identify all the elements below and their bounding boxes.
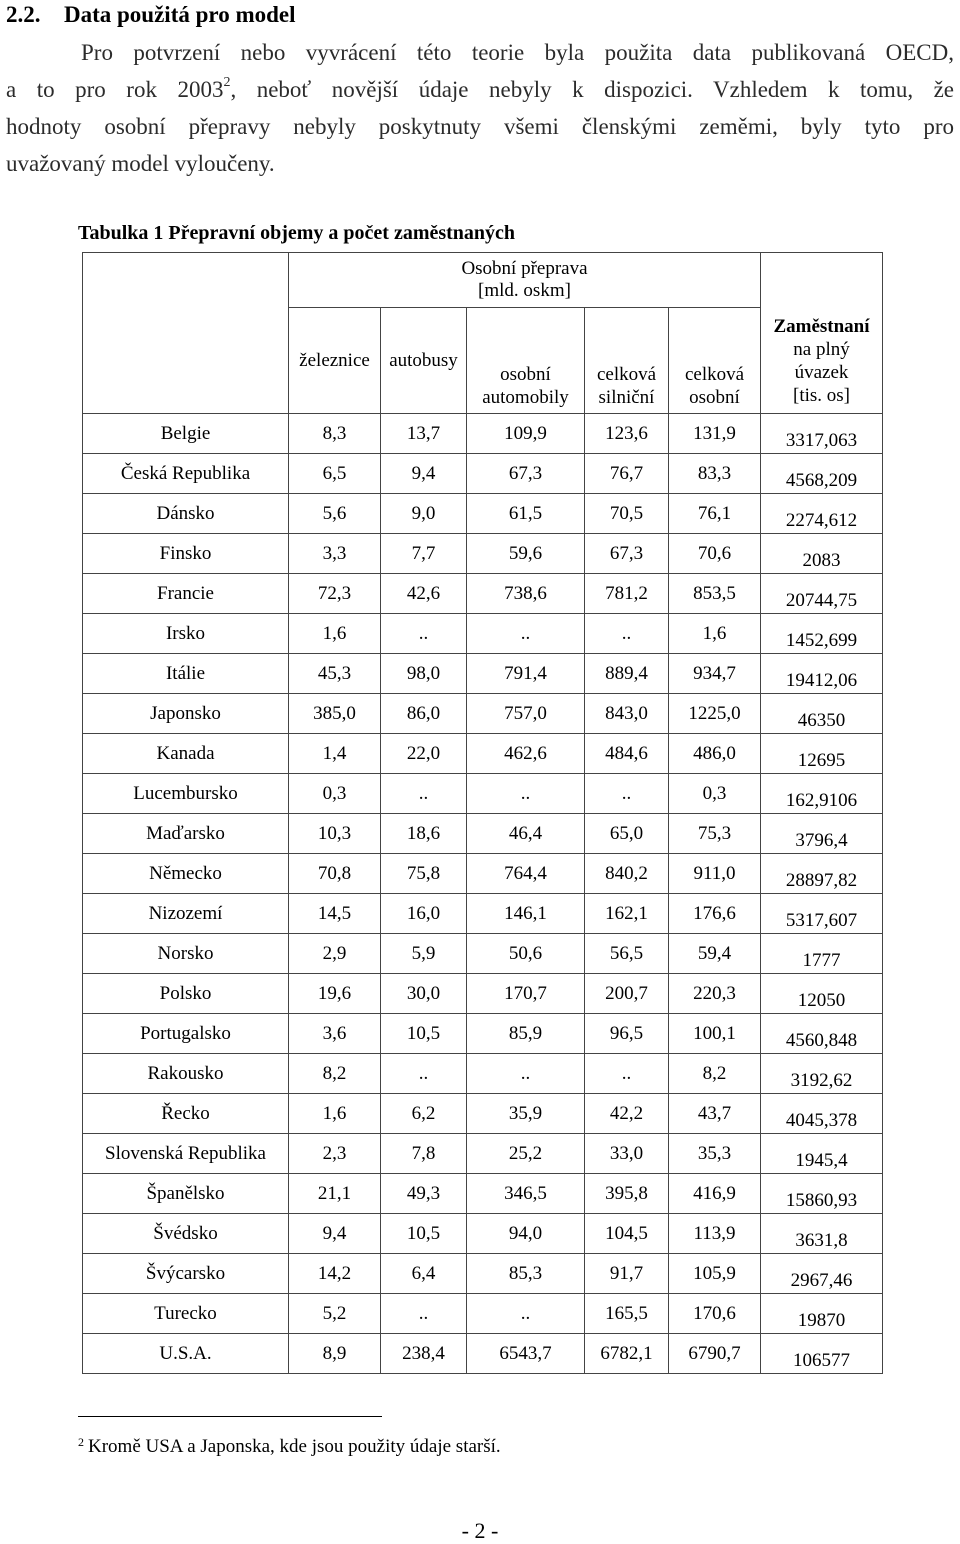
cell-employed: 20744,75 — [761, 574, 883, 614]
cell-bus: 98,0 — [381, 654, 467, 694]
cell-rail: 14,5 — [289, 894, 381, 934]
cell-cars: 170,7 — [467, 974, 585, 1014]
cell-total: 1,6 — [669, 614, 761, 654]
cell-road: 33,0 — [585, 1134, 669, 1174]
cell-country: Turecko — [83, 1294, 289, 1334]
paragraph-line — [6, 71, 954, 108]
employed-line: úvazek — [794, 362, 849, 383]
cell-country: Slovenská Republika — [83, 1134, 289, 1174]
cell-rail: 19,6 — [289, 974, 381, 1014]
col-label: osobní — [500, 364, 551, 385]
table-row — [83, 534, 883, 574]
cell-road: 42,2 — [585, 1094, 669, 1134]
col-label: celková — [596, 364, 657, 385]
col-header-rail — [289, 308, 381, 414]
footnote — [78, 1436, 501, 1458]
cell-bus: 13,7 — [381, 414, 467, 454]
col-label: silniční — [598, 387, 655, 408]
employed-unit: [tis. os] — [793, 385, 850, 406]
table-row — [83, 1214, 883, 1254]
footnote-text: Kromě USA a Japonska, kde jsou použity údaje starší. — [88, 1436, 501, 1457]
cell-cars: 59,6 — [467, 534, 585, 574]
cell-rail: 14,2 — [289, 1254, 381, 1294]
cell-bus: 22,0 — [381, 734, 467, 774]
cell-employed: 3631,8 — [761, 1214, 883, 1254]
cell-rail: 45,3 — [289, 654, 381, 694]
cell-country: Maďarsko — [83, 814, 289, 854]
cell-employed: 1452,699 — [761, 614, 883, 654]
cell-road: 165,5 — [585, 1294, 669, 1334]
cell-road: 6782,1 — [585, 1334, 669, 1374]
cell-road: 123,6 — [585, 414, 669, 454]
cell-bus: 9,4 — [381, 454, 467, 494]
cell-country: Irsko — [83, 614, 289, 654]
cell-cars: 346,5 — [467, 1174, 585, 1214]
cell-total: 486,0 — [669, 734, 761, 774]
cell-country: Portugalsko — [83, 1014, 289, 1054]
section-heading — [6, 2, 296, 28]
cell-bus: 86,0 — [381, 694, 467, 734]
cell-total: 43,7 — [669, 1094, 761, 1134]
cell-road: .. — [585, 1054, 669, 1094]
cell-country: Německo — [83, 854, 289, 894]
cell-bus: 238,4 — [381, 1334, 467, 1374]
cell-rail: 1,6 — [289, 614, 381, 654]
cell-country: Francie — [83, 574, 289, 614]
cell-bus: 42,6 — [381, 574, 467, 614]
cell-rail: 8,9 — [289, 1334, 381, 1374]
cell-cars: .. — [467, 614, 585, 654]
cell-rail: 72,3 — [289, 574, 381, 614]
passenger-transport-header — [289, 253, 761, 308]
table-row — [83, 814, 883, 854]
col-label: železnice — [299, 350, 370, 371]
cell-bus: .. — [381, 774, 467, 814]
cell-road: 104,5 — [585, 1214, 669, 1254]
cell-road: 65,0 — [585, 814, 669, 854]
page-number: - 2 - — [461, 1518, 499, 1543]
employed-line: na plný — [793, 339, 850, 360]
cell-country: Švédsko — [83, 1214, 289, 1254]
cell-road: 840,2 — [585, 854, 669, 894]
table-row — [83, 1054, 883, 1094]
table-row — [83, 934, 883, 974]
group-unit: [mld. oskm] — [478, 280, 571, 301]
cell-road: 395,8 — [585, 1174, 669, 1214]
table-row — [83, 854, 883, 894]
cell-rail: 21,1 — [289, 1174, 381, 1214]
table-row — [83, 1174, 883, 1214]
cell-total: 0,3 — [669, 774, 761, 814]
cell-rail: 1,4 — [289, 734, 381, 774]
cell-cars: .. — [467, 774, 585, 814]
group-title: Osobní přeprava — [461, 258, 588, 279]
cell-cars: 462,6 — [467, 734, 585, 774]
cell-employed: 106577 — [761, 1334, 883, 1374]
cell-cars: 6543,7 — [467, 1334, 585, 1374]
cell-total: 853,5 — [669, 574, 761, 614]
cell-rail: 70,8 — [289, 854, 381, 894]
cell-employed: 19412,06 — [761, 654, 883, 694]
cell-bus: 9,0 — [381, 494, 467, 534]
cell-cars: 50,6 — [467, 934, 585, 974]
cell-employed: 2274,612 — [761, 494, 883, 534]
cell-total: 100,1 — [669, 1014, 761, 1054]
cell-country: Španělsko — [83, 1174, 289, 1214]
cell-rail: 5,6 — [289, 494, 381, 534]
cell-total: 113,9 — [669, 1214, 761, 1254]
cell-bus: .. — [381, 614, 467, 654]
table-body — [83, 414, 883, 1374]
cell-total: 105,9 — [669, 1254, 761, 1294]
cell-bus: 18,6 — [381, 814, 467, 854]
cell-employed: 12695 — [761, 734, 883, 774]
cell-road: 70,5 — [585, 494, 669, 534]
table-row — [83, 1094, 883, 1134]
cell-country: Finsko — [83, 534, 289, 574]
cell-bus: 7,7 — [381, 534, 467, 574]
cell-rail: 2,3 — [289, 1134, 381, 1174]
cell-country: Polsko — [83, 974, 289, 1014]
cell-cars: 791,4 — [467, 654, 585, 694]
cell-cars: 67,3 — [467, 454, 585, 494]
col-header-road — [585, 308, 669, 414]
intro-paragraph — [6, 34, 954, 182]
cell-bus: 10,5 — [381, 1014, 467, 1054]
cell-employed: 4045,378 — [761, 1094, 883, 1134]
cell-rail: 10,3 — [289, 814, 381, 854]
col-label: osobní — [689, 387, 740, 408]
cell-road: 889,4 — [585, 654, 669, 694]
footnote-marker: 2 — [78, 1435, 84, 1449]
cell-country: U.S.A. — [83, 1334, 289, 1374]
cell-country: Rakousko — [83, 1054, 289, 1094]
cell-rail: 5,2 — [289, 1294, 381, 1334]
cell-total: 83,3 — [669, 454, 761, 494]
table-row — [83, 654, 883, 694]
table-row — [83, 1014, 883, 1054]
cell-employed: 162,9106 — [761, 774, 883, 814]
table-row — [83, 494, 883, 534]
table-row — [83, 694, 883, 734]
section-number: 2.2. — [6, 2, 41, 27]
cell-employed: 3192,62 — [761, 1054, 883, 1094]
paragraph-line: Pro potvrzení nebo vyvrácení této teorie byla použita data publikovaná OECD, — [81, 40, 954, 65]
cell-total: 220,3 — [669, 974, 761, 1014]
section-title: Data použitá pro model — [64, 2, 296, 27]
cell-total: 911,0 — [669, 854, 761, 894]
cell-country: Itálie — [83, 654, 289, 694]
cell-total: 176,6 — [669, 894, 761, 934]
cell-total: 59,4 — [669, 934, 761, 974]
col-header-bus — [381, 308, 467, 414]
cell-cars: 25,2 — [467, 1134, 585, 1174]
cell-bus: .. — [381, 1054, 467, 1094]
cell-total: 8,2 — [669, 1054, 761, 1094]
cell-rail: 2,9 — [289, 934, 381, 974]
table-row — [83, 614, 883, 654]
cell-bus: 16,0 — [381, 894, 467, 934]
table-row — [83, 774, 883, 814]
cell-employed: 4560,848 — [761, 1014, 883, 1054]
cell-road: 91,7 — [585, 1254, 669, 1294]
cell-total: 416,9 — [669, 1174, 761, 1214]
cell-rail: 1,6 — [289, 1094, 381, 1134]
col-header-cars — [467, 308, 585, 414]
cell-cars: 85,3 — [467, 1254, 585, 1294]
col-header-total — [669, 308, 761, 414]
cell-employed: 46350 — [761, 694, 883, 734]
employed-title: Zaměstnaní — [773, 316, 870, 337]
table-row — [83, 1334, 883, 1374]
cell-total: 35,3 — [669, 1134, 761, 1174]
paragraph-text: a to pro rok 2003 — [6, 77, 224, 102]
cell-country: Česká Republika — [83, 454, 289, 494]
cell-cars: .. — [467, 1294, 585, 1334]
cell-employed: 1777 — [761, 934, 883, 974]
cell-bus: .. — [381, 1294, 467, 1334]
cell-cars: 94,0 — [467, 1214, 585, 1254]
cell-country: Švýcarsko — [83, 1254, 289, 1294]
cell-employed: 28897,82 — [761, 854, 883, 894]
cell-cars: 146,1 — [467, 894, 585, 934]
cell-cars: 109,9 — [467, 414, 585, 454]
cell-rail: 9,4 — [289, 1214, 381, 1254]
table-caption: Tabulka 1 Přepravní objemy a počet zaměstnaných — [78, 222, 516, 244]
cell-employed: 12050 — [761, 974, 883, 1014]
cell-road: 484,6 — [585, 734, 669, 774]
table-row — [83, 1134, 883, 1174]
cell-road: 843,0 — [585, 694, 669, 734]
cell-total: 70,6 — [669, 534, 761, 574]
paragraph-line: hodnoty osobní přepravy nebyly poskytnuty všemi členskými zeměmi, byly tyto pro — [6, 114, 954, 139]
cell-employed: 15860,93 — [761, 1174, 883, 1214]
cell-country: Japonsko — [83, 694, 289, 734]
cell-total: 6790,7 — [669, 1334, 761, 1374]
cell-rail: 8,3 — [289, 414, 381, 454]
table-row — [83, 454, 883, 494]
country-header — [83, 253, 289, 414]
cell-total: 1225,0 — [669, 694, 761, 734]
cell-cars: 764,4 — [467, 854, 585, 894]
cell-road: 162,1 — [585, 894, 669, 934]
table-row — [83, 974, 883, 1014]
cell-cars: 757,0 — [467, 694, 585, 734]
employed-header — [761, 253, 883, 414]
cell-bus: 6,4 — [381, 1254, 467, 1294]
col-label: autobusy — [389, 350, 458, 371]
cell-cars: 738,6 — [467, 574, 585, 614]
cell-employed: 1945,4 — [761, 1134, 883, 1174]
table-row — [83, 734, 883, 774]
cell-employed: 2083 — [761, 534, 883, 574]
cell-total: 131,9 — [669, 414, 761, 454]
cell-bus: 30,0 — [381, 974, 467, 1014]
cell-country: Lucembursko — [83, 774, 289, 814]
cell-employed: 2967,46 — [761, 1254, 883, 1294]
table-row — [83, 574, 883, 614]
col-label: celková — [684, 364, 745, 385]
table-row — [83, 1254, 883, 1294]
cell-cars: 35,9 — [467, 1094, 585, 1134]
cell-cars: 85,9 — [467, 1014, 585, 1054]
cell-employed: 19870 — [761, 1294, 883, 1334]
cell-employed: 5317,607 — [761, 894, 883, 934]
cell-total: 76,1 — [669, 494, 761, 534]
cell-rail: 3,6 — [289, 1014, 381, 1054]
cell-country: Nizozemí — [83, 894, 289, 934]
transport-table — [82, 252, 883, 1374]
cell-road: .. — [585, 614, 669, 654]
cell-employed: 3796,4 — [761, 814, 883, 854]
cell-road: 96,5 — [585, 1014, 669, 1054]
cell-bus: 75,8 — [381, 854, 467, 894]
cell-bus: 10,5 — [381, 1214, 467, 1254]
cell-road: 200,7 — [585, 974, 669, 1014]
cell-rail: 8,2 — [289, 1054, 381, 1094]
cell-rail: 385,0 — [289, 694, 381, 734]
cell-bus: 49,3 — [381, 1174, 467, 1214]
cell-road: 56,5 — [585, 934, 669, 974]
col-label: automobily — [482, 387, 569, 408]
cell-rail: 0,3 — [289, 774, 381, 814]
cell-rail: 6,5 — [289, 454, 381, 494]
paragraph-line: uvažovaný model vyloučeny. — [6, 151, 275, 176]
table-row — [83, 1294, 883, 1334]
cell-bus: 6,2 — [381, 1094, 467, 1134]
footnote-divider — [78, 1416, 382, 1417]
paragraph-text: , neboť novější údaje nebyly k dispozici. Vzhledem k tomu, že — [230, 77, 954, 102]
cell-road: 67,3 — [585, 534, 669, 574]
cell-total: 934,7 — [669, 654, 761, 694]
cell-total: 170,6 — [669, 1294, 761, 1334]
cell-bus: 5,9 — [381, 934, 467, 974]
cell-road: 781,2 — [585, 574, 669, 614]
cell-country: Dánsko — [83, 494, 289, 534]
cell-cars: 46,4 — [467, 814, 585, 854]
cell-road: 76,7 — [585, 454, 669, 494]
cell-country: Belgie — [83, 414, 289, 454]
cell-total: 75,3 — [669, 814, 761, 854]
cell-employed: 4568,209 — [761, 454, 883, 494]
table-row — [83, 414, 883, 454]
table-row — [83, 894, 883, 934]
cell-road: .. — [585, 774, 669, 814]
footnote-reference[interactable]: 2 — [223, 75, 231, 90]
cell-employed: 3317,063 — [761, 414, 883, 454]
cell-rail: 3,3 — [289, 534, 381, 574]
cell-bus: 7,8 — [381, 1134, 467, 1174]
cell-country: Norsko — [83, 934, 289, 974]
cell-cars: .. — [467, 1054, 585, 1094]
cell-country: Kanada — [83, 734, 289, 774]
cell-cars: 61,5 — [467, 494, 585, 534]
cell-country: Řecko — [83, 1094, 289, 1134]
